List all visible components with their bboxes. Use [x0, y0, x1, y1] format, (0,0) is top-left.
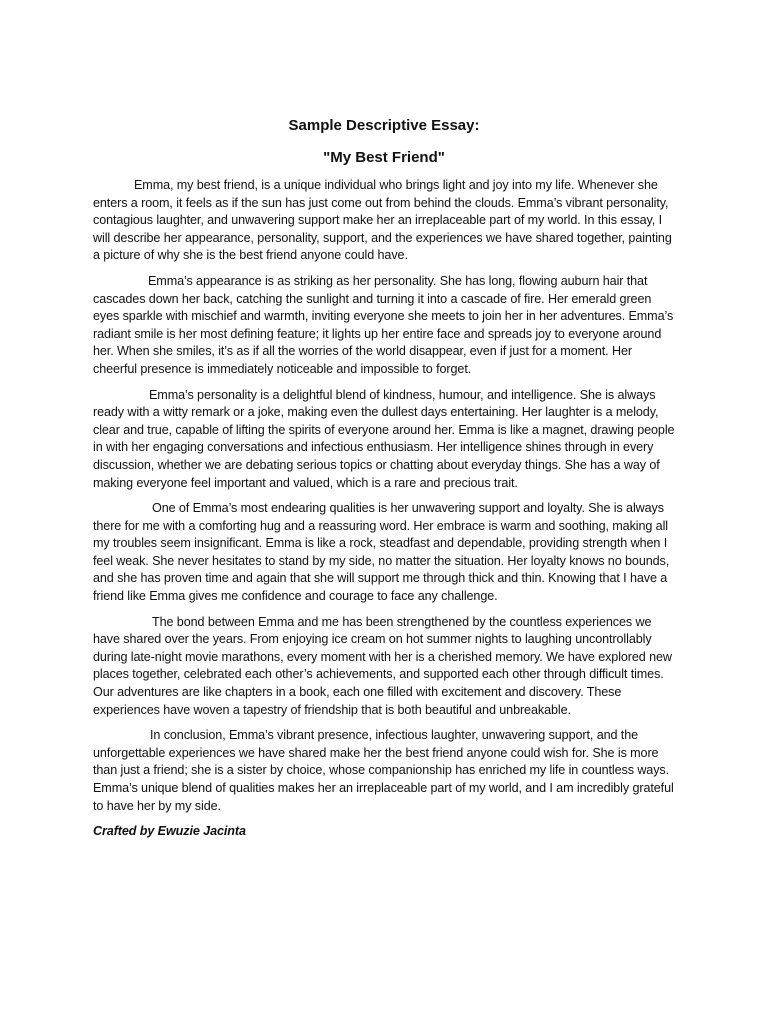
paragraph-conclusion	[93, 727, 677, 815]
paragraph-text: Emma’s appearance is as striking as her personality. She has long, flowing auburn hair that cascades down her back, catching the sunlight and turning it into a cascade of fire. Her emerald green eyes sparkle with mischief and warmth, inviting everyone she meets to join her in her adventures. Emma’s radiant smile is her most defining feature; it lights up her entire face and spreads joy to everyone around her. When she smiles, it’s as if all the worries of the world disappear, even if just for a moment. Her cheerful presence is immediately noticeable and impossible to forget.	[93, 273, 674, 376]
author-credit: Crafted by Ewuzie Jacinta	[93, 824, 246, 839]
paragraph-text: The bond between Emma and me has been strengthened by the countless experiences we have shared over the years. From enjoying ice cream on hot summer nights to laughing uncontrollably during late-night movie marathons, every moment with her is a cherished memory. We have explored new places together, celebrated each other’s achievements, and supported each other through difficult times. Our adventures are like chapters in a book, each one filled with excitement and discovery. These experiences have woven a tapestry of friendship that is both beautiful and unbreakable.	[93, 614, 672, 717]
paragraph-text: Emma, my best friend, is a unique individual who brings light and joy into my life. Whenever she enters a room, it feels as if the sun has just come out from behind the clouds. Emma’s vibrant personality, contagious laughter, and unwavering support make her an irreplaceable part of my world. In this essay, I will describe her appearance, personality, support, and the experiences we have shared together, painting a picture of why she is the best friend anyone could have.	[93, 178, 672, 263]
paragraph-intro	[93, 177, 677, 265]
paragraph-text: One of Emma’s most endearing qualities is her unwavering support and loyalty. She is always there for me with a comforting hug and a reassuring word. Her embrace is warm and soothing, making all my troubles seem insignificant. Emma is like a rock, steadfast and dependable, providing strength when I feel weak. She never hesitates to stand by my side, no matter the situation. Her loyalty knows no bounds, and she has proven time and again that she will support me through thick and thin. Knowing that I have a friend like Emma gives me confidence and courage to face any challenge.	[93, 501, 670, 604]
paragraph-appearance	[93, 273, 677, 379]
essay-body	[93, 177, 677, 841]
paragraph-personality	[93, 387, 677, 493]
paragraph-experiences	[93, 614, 677, 720]
paragraph-text: Emma’s personality is a delightful blend of kindness, humour, and intelligence. She is always ready with a witty remark or a joke, making even the dullest days entertaining. Her laughter is a melody, clear and true, capable of lifting the spirits of everyone around her. Emma is like a magnet, drawing people in with her engaging conversations and infectious enthusiasm. Her intelligence shines through in every discussion, whether we are debating serious topics or chatting about everyday things. She has a way of making everyone feel important and valued, which is a rare and precious trait.	[93, 387, 675, 490]
paragraph-support	[93, 500, 677, 606]
paragraph-text: In conclusion, Emma’s vibrant presence, infectious laughter, unwavering support, and the unforgettable experiences we have shared make her the best friend anyone could wish for. She is more than just a friend; she is a sister by choice, whose companionship has enriched my life in countless ways. Emma’s unique blend of qualities makes her an irreplaceable part of my world, and I am incredibly grateful to have her by my side.	[93, 728, 674, 813]
document-subtitle: "My Best Friend"	[323, 149, 445, 166]
document-title: Sample Descriptive Essay:	[288, 117, 480, 134]
